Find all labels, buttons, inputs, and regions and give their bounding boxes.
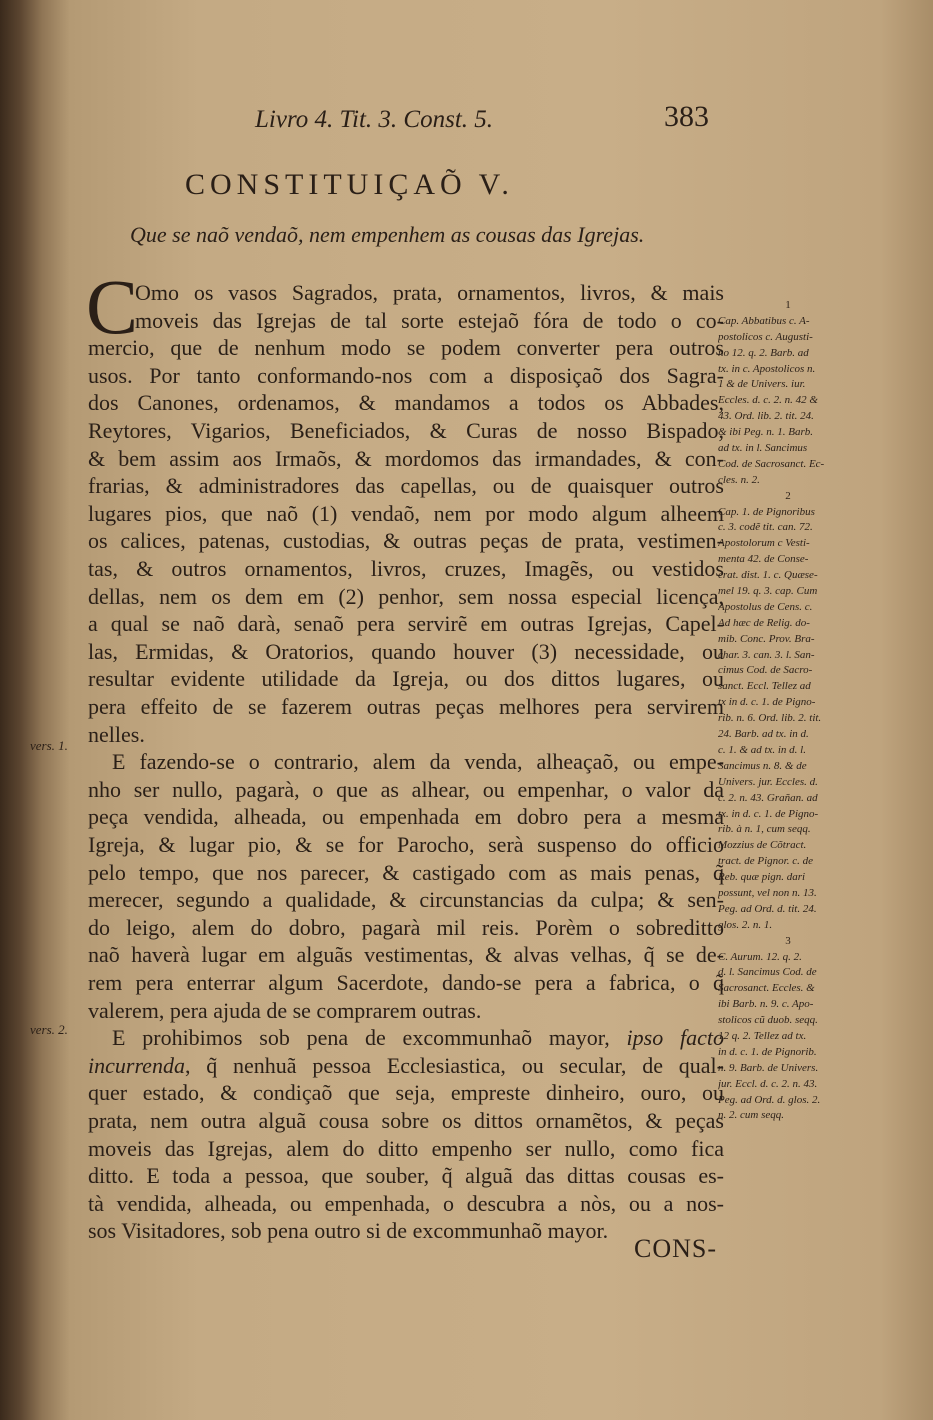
- drop-cap: C: [86, 263, 139, 350]
- body-line: nho ser nullo, pagarà, o que as alhear, ou empenhar, o valor da: [88, 776, 724, 802]
- margin-note-line: Ad hæc de Relig. do-: [718, 616, 810, 629]
- margin-note-line: Cod. de Sacrosanct. Ec-: [718, 457, 825, 470]
- body-line: usos. Por tanto conformando-nos com a disposiçaõ dos Sagra-: [88, 362, 724, 388]
- body-line: do leigo, alem do dobro, pagarà mil reis. Porèm o sobreditto: [88, 914, 724, 940]
- margin-note-line: rib. n. 6. Ord. lib. 2. tit.: [718, 712, 822, 725]
- body-line: ditto. E toda a pessoa, que souber, q̃ alguã das dittas cousas es-: [88, 1163, 724, 1189]
- section-subtitle: Que se naõ vendaõ, nem empenhem as cousas das Igrejas.: [130, 222, 645, 247]
- margin-note-line: 1 & de Univers. iur.: [718, 378, 806, 391]
- body-line: sos Visitadores, sob pena outro si de excommunhaõ mayor.: [88, 1218, 609, 1244]
- body-line: a qual se naõ darà, senaõ pera servirẽ em outras Igrejas, Capel-: [88, 611, 724, 637]
- verse-marker-2: vers. 2.: [30, 1022, 68, 1037]
- body-line: Igreja, & lugar pio, & se for Parocho, serà suspenso do officio: [88, 832, 724, 857]
- catchword: CONS-: [634, 1234, 718, 1263]
- margin-note-line: Cap. Abbatibus c. A-: [718, 314, 810, 327]
- body-line: mercio, que de nenhum modo se podem converter pera outros: [88, 335, 724, 361]
- margin-note-line: tx in d. c. 1. de Pigno-: [718, 696, 816, 709]
- body-line: moveis das Igrejas de tal sorte estejaõ fóra de todo o co-: [135, 307, 724, 333]
- body-line: lugares pios, que naõ (1) vendaõ, nem por modo algum alheem: [88, 500, 724, 526]
- margin-notes: [718, 298, 858, 1124]
- margin-note-line: 1: [785, 299, 791, 311]
- margin-note-line: 2: [785, 489, 791, 502]
- body-line: Omo os vasos Sagrados, prata, ornamentos, livros, & mais: [135, 280, 724, 305]
- running-title: Livro 4. Tit. 3. Const. 5.: [255, 106, 494, 133]
- margin-note-line: possunt, vel non n. 13.: [718, 886, 817, 899]
- body-line: merecer, segundo a qualidade, & circunstancias da culpa; & sen-: [88, 887, 724, 913]
- margin-note-line: tract. de Pignor. c. de: [718, 855, 814, 868]
- margin-note-line: Univers. jur. Eccles. d.: [718, 775, 818, 788]
- verse-marker-1: vers. 1.: [30, 738, 68, 753]
- margin-note-line: crat. dist. 1. c. Quæse-: [718, 569, 818, 582]
- body-line: pera effeito de se fazerem outras peças melhores pera servirem: [88, 694, 724, 719]
- margin-note-line: glos. 2. n. 1.: [718, 918, 773, 931]
- section-title: CONSTITUIÇAÕ V.: [185, 168, 514, 201]
- body-line: quer estado, & condiçaõ que seja, empreste dinheiro, ouro, ou: [88, 1080, 724, 1106]
- body-line: incurrenda, q̃ nenhuã pessoa Ecclesiastica, ou secular, de qual-: [88, 1052, 724, 1078]
- margin-note-line: Apostolorum c Vesti-: [718, 537, 810, 550]
- body-line: E fazendo-se o contrario, alem da venda, alheaçaõ, ou empe-: [112, 749, 724, 775]
- margin-note-line: c. 2. n. 43. Grañan. ad: [718, 791, 818, 804]
- margin-note-line: C. Aurum. 12. q. 2.: [718, 950, 802, 963]
- margin-note-line: char. 3. can. 3. l. San-: [718, 648, 815, 661]
- body-line: rem pera enterrar algum Sacerdote, dando-se pera a fabrica, o q̃: [88, 970, 724, 995]
- margin-note-line: in d. c. 1. de Pignorib.: [718, 1045, 817, 1058]
- body-line: dellas, nem os dem em (2) penhor, sem nossa especial licença,: [88, 583, 724, 609]
- margin-note-line: Sacrosanct. Eccles. &: [718, 982, 815, 995]
- margin-note-line: cles. n. 2.: [718, 473, 760, 486]
- margin-note-line: Sancimus n. 8. & de: [718, 759, 807, 772]
- margin-note-line: n. 2. cum seqq.: [718, 1109, 784, 1122]
- margin-note-line: n. 9. Barb. de Univers.: [718, 1061, 819, 1074]
- margin-note-line: 12 q. 2. Tellez ad tx.: [718, 1029, 807, 1042]
- margin-note-line: sanct. Eccl. Tellez ad: [718, 680, 811, 693]
- margin-note-line: 3: [785, 934, 791, 947]
- margin-note-line: menta 42. de Conse-: [718, 553, 809, 566]
- body-line: las, Ermidas, & Oratorios, quando houver (3) necessidade, ou: [88, 638, 724, 664]
- margin-note-line: mel 19. q. 3. cap. Cum: [718, 585, 818, 598]
- margin-note-line: jur. Eccl. d. c. 2. n. 43.: [718, 1077, 818, 1090]
- margin-note-line: Reb. quæ pign. dari: [718, 871, 806, 884]
- body-line: Reytores, Vigarios, Beneficiados, & Curas de nosso Bispado,: [88, 418, 724, 443]
- body-line: peça vendida, alheada, ou empenhada em dobro pera a mesma: [88, 804, 724, 830]
- page-number: 383: [664, 100, 709, 133]
- body-line: nelles.: [88, 721, 145, 747]
- body-line: pelo tempo, que nos parecer, & castigado com as mais penas, q̃: [88, 859, 724, 885]
- margin-note-line: cimus Cod. de Sacro-: [718, 664, 813, 677]
- body-line: moveis das Igrejas, alem do ditto empenho ser nullo, como fica: [88, 1135, 724, 1161]
- body-line: valerem, pera ajuda de se comprarem outras.: [88, 997, 482, 1023]
- body-line: resultar evidente utilidade da Igreja, ou dos dittos lugares, ou: [88, 666, 724, 692]
- margin-note-line: & ibi Peg. n. 1. Barb.: [718, 426, 814, 439]
- body-line: prata, nem outra alguã cousa sobre os dittos ornamẽtos, & peças: [88, 1108, 724, 1133]
- body-line: tas, & outros ornamentos, livros, cruzes, Imagẽs, ou vestidos: [88, 556, 724, 581]
- margin-note-line: postolicos c. Augusti-: [718, 330, 813, 343]
- margin-note-line: Mozzius de Cõtract.: [718, 839, 807, 852]
- margin-note-line: mib. Conc. Prov. Bra-: [718, 632, 815, 645]
- margin-note-line: 24. Barb. ad tx. in d.: [718, 728, 809, 741]
- margin-note-line: Peg. ad Ord. d. tit. 24.: [718, 902, 817, 915]
- margin-note-line: d. l. Sancimus Cod. de: [718, 966, 817, 979]
- margin-note-line: c. 3. codẽ tit. can. 72.: [718, 521, 813, 534]
- margin-note-line: Peg. ad Ord. d. glos. 2.: [718, 1093, 821, 1106]
- margin-note-line: Apostolus de Cens. c.: [718, 600, 813, 613]
- margin-note-line: c. 1. & ad tx. in d. l.: [718, 743, 806, 756]
- margin-note-line: tx. in c. Apostolicos n.: [718, 362, 816, 375]
- margin-note-line: stolicos cũ duob. seqq.: [718, 1014, 818, 1027]
- body-line: naõ haverà lugar em alguãs vestimentas, & alvas velhas, q̃ se de-: [88, 942, 724, 968]
- margin-note-line: Cap. 1. de Pignoribus: [718, 505, 815, 518]
- body-line: dos Canones, ordenamos, & mandamos a todos os Abbades,: [88, 390, 724, 416]
- margin-note-line: tx. in d. c. 1. de Pigno-: [718, 807, 819, 820]
- margin-note-line: no 12. q. 2. Barb. ad: [718, 346, 809, 359]
- body-line: os calices, patenas, custodias, & outras peças de prata, vestimen-: [88, 528, 724, 554]
- body-line: & bem assim aos Irmaõs, & mordomos das irmandades, & con-: [88, 445, 724, 471]
- margin-note-line: ad tx. in l. Sancimus: [718, 442, 808, 455]
- body-line: E prohibimos sob pena de excommunhaõ mayor, ipso facto: [112, 1025, 725, 1051]
- margin-note-line: rib. à n. 1, cum seqq.: [718, 823, 811, 836]
- margin-note-line: ibi Barb. n. 9. c. Apo-: [718, 998, 814, 1011]
- body-line: frarias, & administradores das capellas, ou de quaisquer outros: [88, 473, 724, 499]
- body-line: tà vendida, alheada, ou empenhada, o descubra a nòs, ou a nos-: [88, 1190, 724, 1216]
- margin-note-line: 43. Ord. lib. 2. tit. 24.: [718, 410, 814, 423]
- margin-note-line: Eccles. d. c. 2. n. 42 &: [718, 394, 818, 407]
